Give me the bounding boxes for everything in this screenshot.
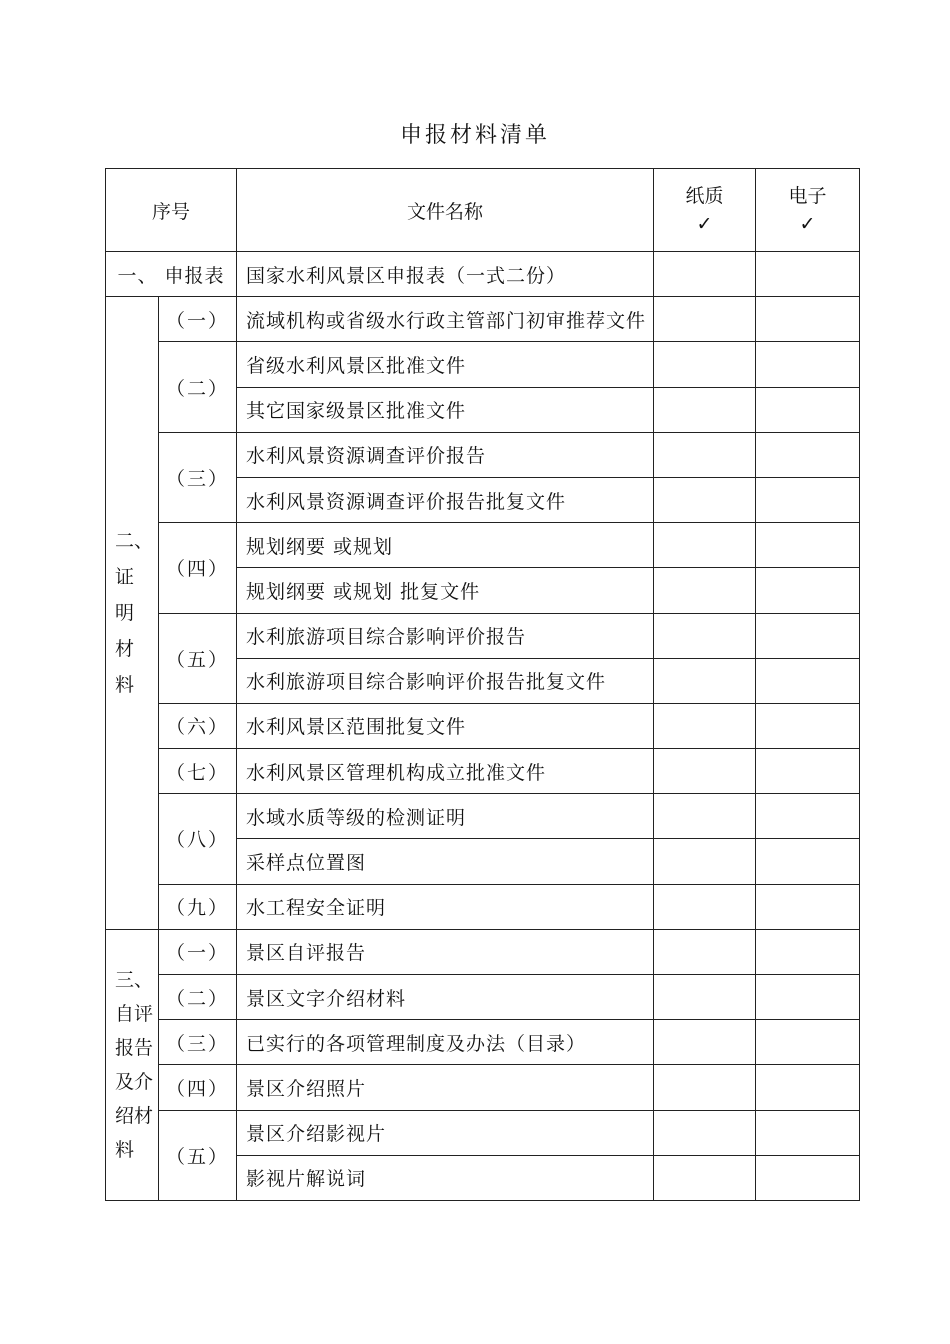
- header-paper: [654, 169, 756, 252]
- item-number: （四）: [159, 1065, 237, 1110]
- table-row: [106, 884, 860, 929]
- document-name: 水利风景资源调查评价报告批复文件: [237, 477, 654, 522]
- document-name: 水域水质等级的检测证明: [237, 794, 654, 839]
- electronic-check-cell: [756, 523, 860, 568]
- table-row: [106, 749, 860, 794]
- section-label-line: 三、: [115, 968, 154, 991]
- item-number: （四）: [159, 523, 237, 613]
- header-electronic-label: 电子: [788, 185, 827, 207]
- paper-check-cell: [654, 1020, 756, 1065]
- electronic-check-cell: [756, 749, 860, 794]
- paper-check-cell: [654, 252, 756, 297]
- document-name: 水利风景区范围批复文件: [237, 703, 654, 748]
- electronic-check-cell: [756, 568, 860, 613]
- table-row: [106, 929, 860, 974]
- paper-check-cell: [654, 929, 756, 974]
- electronic-check-cell: [756, 794, 860, 839]
- document-name: 省级水利风景区批准文件: [237, 342, 654, 387]
- checkmark-icon: ✓: [696, 213, 713, 235]
- header-row: [106, 169, 860, 252]
- table-row: [106, 1110, 860, 1155]
- section-label-line: 及介: [115, 1070, 154, 1093]
- paper-check-cell: [654, 613, 756, 658]
- item-number: （七）: [159, 749, 237, 794]
- table-row: [106, 613, 860, 658]
- item-number: （九）: [159, 884, 237, 929]
- document-name: 采样点位置图: [237, 839, 654, 884]
- item-number: （三）: [159, 432, 237, 522]
- section-label: [106, 297, 159, 930]
- item-number: （五）: [159, 1110, 237, 1200]
- item-number: （一）: [159, 297, 237, 342]
- electronic-check-cell: [756, 613, 860, 658]
- paper-check-cell: [654, 523, 756, 568]
- document-name: 规划纲要 或规划 批复文件: [237, 568, 654, 613]
- table-row: [106, 523, 860, 568]
- paper-check-cell: [654, 703, 756, 748]
- electronic-check-cell: [756, 342, 860, 387]
- section-label-line: 料: [115, 674, 135, 696]
- electronic-check-cell: [756, 839, 860, 884]
- document-name: 水利旅游项目综合影响评价报告: [237, 613, 654, 658]
- paper-check-cell: [654, 975, 756, 1020]
- table-row: [106, 252, 860, 297]
- document-name: 规划纲要 或规划: [237, 523, 654, 568]
- electronic-check-cell: [756, 1110, 860, 1155]
- electronic-check-cell: [756, 432, 860, 477]
- paper-check-cell: [654, 1110, 756, 1155]
- section-label-line: 明: [115, 602, 135, 624]
- paper-check-cell: [654, 749, 756, 794]
- table-row: [106, 1020, 860, 1065]
- paper-check-cell: [654, 839, 756, 884]
- document-name: 流域机构或省级水行政主管部门初审推荐文件: [237, 297, 654, 342]
- paper-check-cell: [654, 387, 756, 432]
- table-row: [106, 1065, 860, 1110]
- header-seq: 序号: [106, 169, 237, 252]
- electronic-check-cell: [756, 387, 860, 432]
- document-name: 国家水利风景区申报表（一式二份）: [237, 252, 654, 297]
- section-label-line: 材: [115, 638, 135, 660]
- paper-check-cell: [654, 884, 756, 929]
- paper-check-cell: [654, 794, 756, 839]
- document-name: 已实行的各项管理制度及办法（目录）: [237, 1020, 654, 1065]
- electronic-check-cell: [756, 884, 860, 929]
- table-row: [106, 432, 860, 477]
- electronic-check-cell: [756, 1020, 860, 1065]
- section-label: 一、 申报表: [106, 252, 237, 297]
- section-label: [106, 929, 159, 1200]
- item-number: （二）: [159, 342, 237, 432]
- electronic-check-cell: [756, 703, 860, 748]
- item-number: （五）: [159, 613, 237, 703]
- paper-check-cell: [654, 1065, 756, 1110]
- electronic-check-cell: [756, 1155, 860, 1200]
- electronic-check-cell: [756, 297, 860, 342]
- document-name: 景区文字介绍材料: [237, 975, 654, 1020]
- paper-check-cell: [654, 1155, 756, 1200]
- electronic-check-cell: [756, 975, 860, 1020]
- item-number: （三）: [159, 1020, 237, 1065]
- paper-check-cell: [654, 432, 756, 477]
- checkmark-icon: ✓: [799, 213, 816, 235]
- table-row: [106, 342, 860, 387]
- electronic-check-cell: [756, 477, 860, 522]
- header-paper-label: 纸质: [685, 185, 724, 207]
- document-name: 景区介绍影视片: [237, 1110, 654, 1155]
- document-name: 景区介绍照片: [237, 1065, 654, 1110]
- section-label-line: 料: [115, 1138, 135, 1161]
- item-number: （八）: [159, 794, 237, 884]
- electronic-check-cell: [756, 1065, 860, 1110]
- table-row: [106, 297, 860, 342]
- section-label-line: 绍材: [115, 1104, 154, 1127]
- item-number: （六）: [159, 703, 237, 748]
- electronic-check-cell: [756, 658, 860, 703]
- document-name: 水利风景区管理机构成立批准文件: [237, 749, 654, 794]
- document-name: 其它国家级景区批准文件: [237, 387, 654, 432]
- section-label-line: 自评: [115, 1002, 154, 1025]
- section-label-line: 证: [115, 566, 135, 588]
- document-name: 景区自评报告: [237, 929, 654, 974]
- header-electronic: [756, 169, 860, 252]
- paper-check-cell: [654, 658, 756, 703]
- section-label-line: 报告: [115, 1036, 154, 1059]
- item-number: （一）: [159, 929, 237, 974]
- electronic-check-cell: [756, 252, 860, 297]
- paper-check-cell: [654, 297, 756, 342]
- document-name: 水利旅游项目综合影响评价报告批复文件: [237, 658, 654, 703]
- document-name: 水利风景资源调查评价报告: [237, 432, 654, 477]
- table-row: [106, 975, 860, 1020]
- item-number: （二）: [159, 975, 237, 1020]
- table-row: [106, 703, 860, 748]
- document-name: 水工程安全证明: [237, 884, 654, 929]
- paper-check-cell: [654, 568, 756, 613]
- header-name: 文件名称: [237, 169, 654, 252]
- section-label-line: 二、: [115, 530, 154, 552]
- table-row: [106, 794, 860, 839]
- electronic-check-cell: [756, 929, 860, 974]
- document-name: 影视片解说词: [237, 1155, 654, 1200]
- paper-check-cell: [654, 342, 756, 387]
- materials-table: [105, 168, 860, 1201]
- page-title: 申报材料清单: [399, 123, 550, 148]
- paper-check-cell: [654, 477, 756, 522]
